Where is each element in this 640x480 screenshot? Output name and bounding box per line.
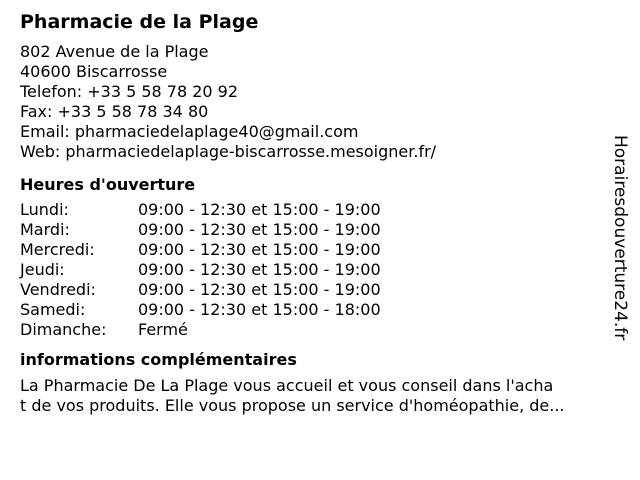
day-time: 09:00 - 12:30 et 15:00 - 19:00 <box>138 240 381 259</box>
address-line1: 802 Avenue de la Plage <box>20 42 209 61</box>
day-label: Samedi: <box>20 300 86 319</box>
day-time: 09:00 - 12:30 et 15:00 - 19:00 <box>138 220 381 239</box>
pharmacy-name: Pharmacie de la Plage <box>20 11 259 33</box>
day-time: Fermé <box>138 320 188 339</box>
info-line: t de vos produits. Elle vous propose un service d'homéopathie, de... <box>20 396 565 415</box>
day-label: Lundi: <box>20 200 69 219</box>
hours-title: Heures d'ouverture <box>20 175 196 194</box>
day-label: Vendredi: <box>20 280 96 299</box>
info-description <box>20 376 620 416</box>
day-label: Mercredi: <box>20 240 95 259</box>
contact-block <box>20 42 610 162</box>
day-time: 09:00 - 12:30 et 15:00 - 19:00 <box>138 200 381 219</box>
website: Web: pharmaciedelaplage-biscarrosse.mesoigner.fr/ <box>20 142 437 161</box>
fax: Fax: +33 5 58 78 34 80 <box>20 102 209 121</box>
hours-table <box>20 200 610 340</box>
hours-row <box>20 260 610 280</box>
hours-row <box>20 200 610 220</box>
email: Email: pharmaciedelaplage40@gmail.com <box>20 122 359 141</box>
day-time: 09:00 - 12:30 et 15:00 - 19:00 <box>138 260 381 279</box>
day-time: 09:00 - 12:30 et 15:00 - 19:00 <box>138 280 381 299</box>
day-label: Dimanche: <box>20 320 107 339</box>
info-line: La Pharmacie De La Plage vous accueil et vous conseil dans l'acha <box>20 376 554 395</box>
hours-row <box>20 220 610 240</box>
day-label: Mardi: <box>20 220 70 239</box>
day-time: 09:00 - 12:30 et 15:00 - 18:00 <box>138 300 381 319</box>
address-line2: 40600 Biscarrosse <box>20 62 168 81</box>
day-label: Jeudi: <box>20 260 65 279</box>
site-watermark: Horairesdouverture24.fr <box>610 135 630 341</box>
hours-row <box>20 240 610 260</box>
phone: Telefon: +33 5 58 78 20 92 <box>20 82 239 101</box>
hours-row <box>20 300 610 320</box>
hours-row <box>20 280 610 300</box>
info-title: informations complémentaires <box>20 350 297 369</box>
pharmacy-card <box>20 9 610 416</box>
hours-row <box>20 320 610 340</box>
